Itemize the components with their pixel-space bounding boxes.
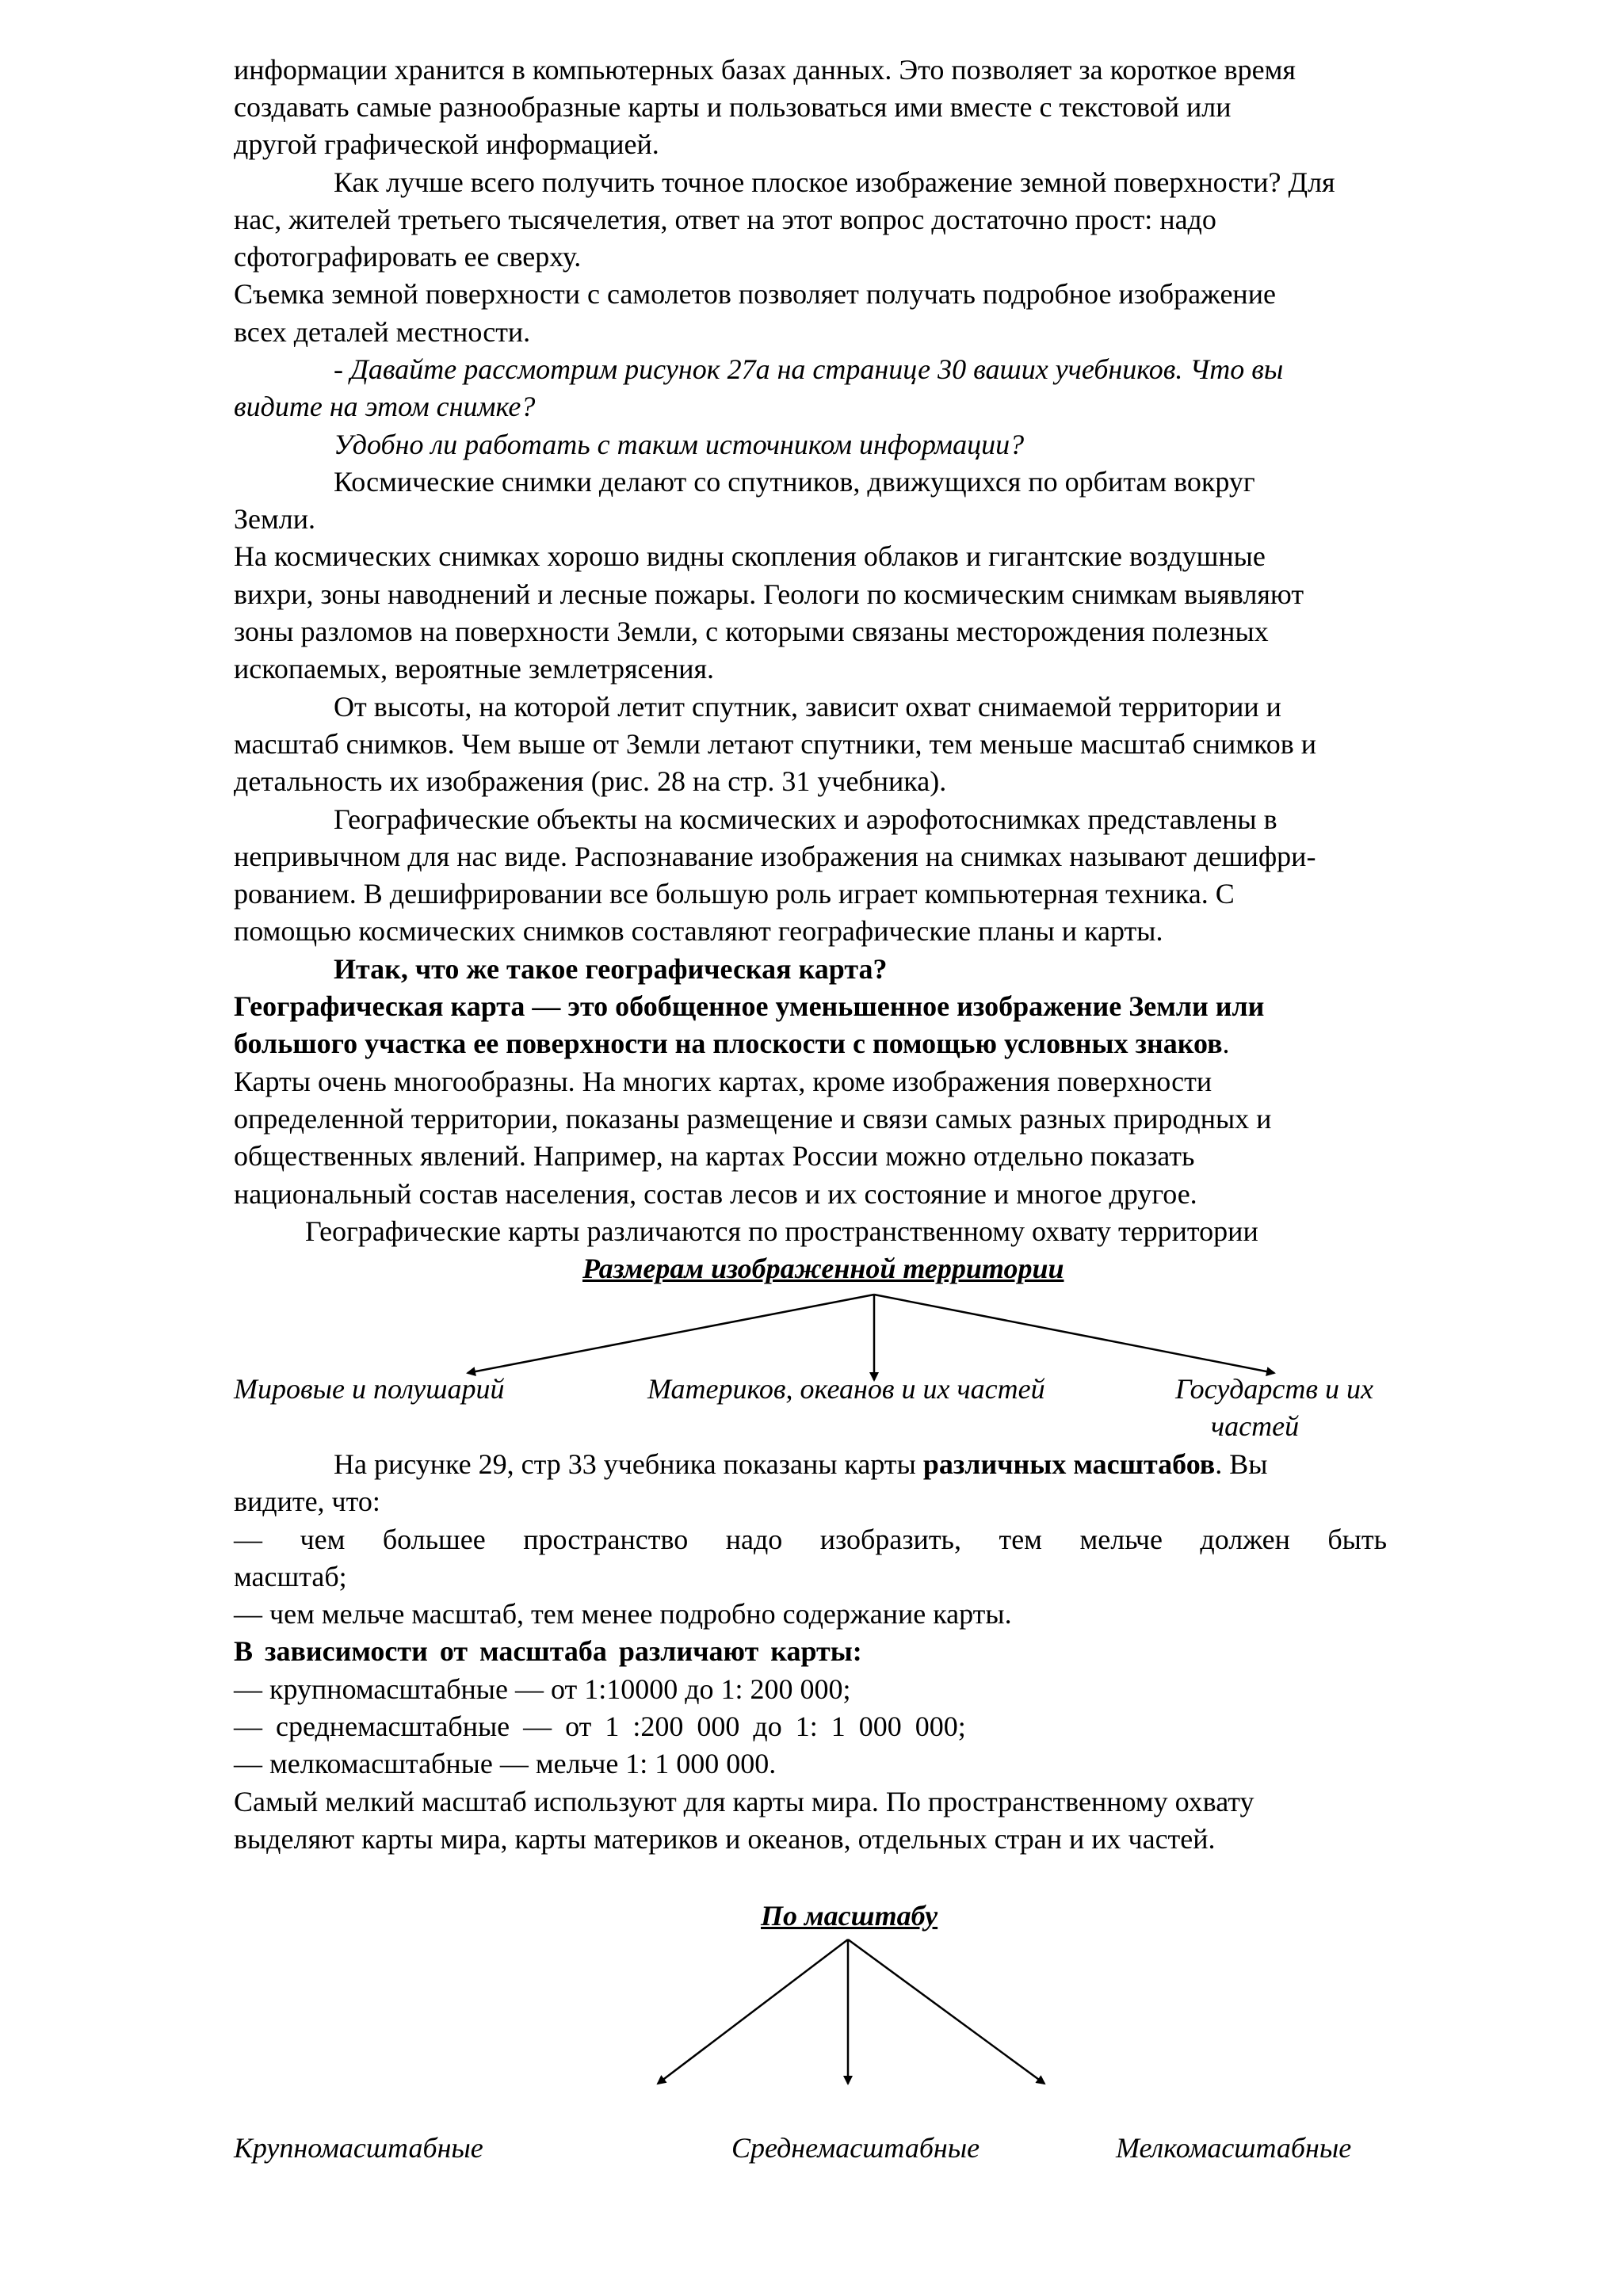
paragraph-line: национальный состав населения, состав лесов и их состояние и многое другое. [234,1178,1197,1210]
diagram-item-small-scale: Мелкомасштабные [1116,2132,1352,2164]
paragraph-line: определенной территории, показаны размещение и связи самых разных природных и [234,1103,1272,1135]
question-line: Удобно ли работать с таким источником информации? [334,429,1025,460]
diagram-title: Размерам изображенной территории [582,1253,1064,1284]
arrow-left [468,1295,874,1373]
list-item: — мелкомасштабные — мельче 1: 1 000 000. [234,1748,777,1779]
paragraph-line: масштаб снимков. Чем выше от Земли летают спутники, тем меньше масштаб снимков и [234,728,1316,760]
paragraph-line: рованием. В дешифрировании все большую роль играет компьютерная техника. С [234,878,1235,910]
bold-term: различных масштабов [922,1448,1216,1480]
list-item-cont: масштаб; [234,1561,347,1592]
paragraph-line: создавать самые разнообразные карты и пользоваться ими вместе с текстовой или [234,91,1232,123]
paragraph-line [334,1450,1267,1478]
paragraph-line: помощью космических снимков составляют географические планы и карты. [234,915,1163,947]
paragraph-line: Земли. [234,503,316,535]
paragraph-line: Карты очень многообразны. На многих картах, кроме изображения поверхности [234,1066,1212,1097]
question-line: - Давайте рассмотрим рисунок 27а на странице 30 ваших учебников. Что вы [334,353,1284,385]
paragraph-line: вихри, зоны наводнений и лесные пожары. Геологи по космическим снимкам выявляют [234,578,1304,610]
paragraph-line: ископаемых, вероятные землетрясения. [234,653,715,685]
paragraph-line: информации хранится в компьютерных базах данных. Это позволяет за короткое время [234,54,1296,86]
definition-line [234,1029,1230,1058]
paragraph-line: детальность их изображения (рис. 28 на стр. 31 учебника). [234,765,947,797]
paragraph-line: общественных явлений. Например, на картах России можно отдельно показать [234,1140,1195,1172]
paragraph-line: нас, жителей третьего тысячелетия, ответ на этот вопрос достаточно прост: надо [234,204,1216,235]
bold-question: Итак, что же такое географическая карта? [334,953,888,985]
definition-period: . [1222,1028,1230,1059]
arrow-left [658,1939,848,2084]
diagram-item-continents: Материков, океанов и их частей [647,1373,1045,1405]
arrow-right [848,1939,1044,2084]
paragraph-line: Географические объекты на космических и аэрофотоснимках представлены в [334,803,1277,835]
paragraph-line: Космические снимки делают со спутников, движущихся по орбитам вокруг [334,466,1255,498]
diagram-title: По масштабу [761,1900,938,1932]
paragraph-line: Самый мелкий масштаб используют для карты мира. По пространственному охвату [234,1786,1254,1817]
paragraph-line: На космических снимках хорошо видны скопления облаков и гигантские воздушные [234,540,1266,572]
paragraph-line: всех деталей местности. [234,316,531,348]
paragraph-line: От высоты, на которой летит спутник, зависит охват снимаемой территории и [334,691,1281,723]
paragraph-line: непривычном для нас виде. Распознавание изображения на снимках называют дешифри- [234,841,1316,872]
paragraph-text: На рисунке 29, стр 33 учебника показаны карты [334,1448,923,1480]
diagram-item-world: Мировые и полушарий [234,1373,505,1405]
diagram-arrows [0,1933,1623,2107]
paragraph-line: другой графической информацией. [234,128,659,160]
paragraph-text: . Вы [1215,1448,1268,1480]
list-item: — среднемасштабные — от 1 :200 000 до 1: 1 000 000; [234,1711,966,1742]
paragraph-line: видите, что: [234,1486,380,1517]
paragraph-line: Как лучше всего получить точное плоское изображение земной поверхности? Для [334,166,1335,198]
question-line: видите на этом снимке? [234,391,536,422]
list-item: — чем большее пространство надо изобразить, тем мельче должен быть [234,1524,1387,1555]
list-item: — крупномасштабные — от 1:10000 до 1: 200 000; [234,1673,851,1705]
paragraph-line: Географические карты различаются по пространственному охвату территории [305,1215,1258,1247]
scale-heading: В зависимости от масштаба различают карты: [234,1635,862,1667]
diagram-item-large-scale: Крупномасштабные [234,2132,483,2164]
diagram-item-states: Государств и их [1175,1373,1374,1405]
list-item: — чем мельче масштаб, тем менее подробно содержание карты. [234,1598,1012,1630]
arrow-right [874,1295,1274,1373]
diagram-item-medium-scale: Среднемасштабные [731,2132,980,2164]
paragraph-line: Съемка земной поверхности с самолетов позволяет получать подробное изображение [234,278,1276,310]
diagram-item-states-cont: частей [1211,1410,1300,1442]
paragraph-line: зоны разломов на поверхности Земли, с которыми связаны месторождения полезных [234,616,1269,647]
definition-line: Географическая карта — это обобщенное уменьшенное изображение Земли или [234,990,1265,1022]
definition-text: большого участка ее поверхности на плоскости с помощью условных знаков [234,1028,1223,1059]
paragraph-line: сфотографировать ее сверху. [234,241,582,273]
paragraph-line: выделяют карты мира, карты материков и океанов, отдельных стран и их частей. [234,1823,1216,1855]
